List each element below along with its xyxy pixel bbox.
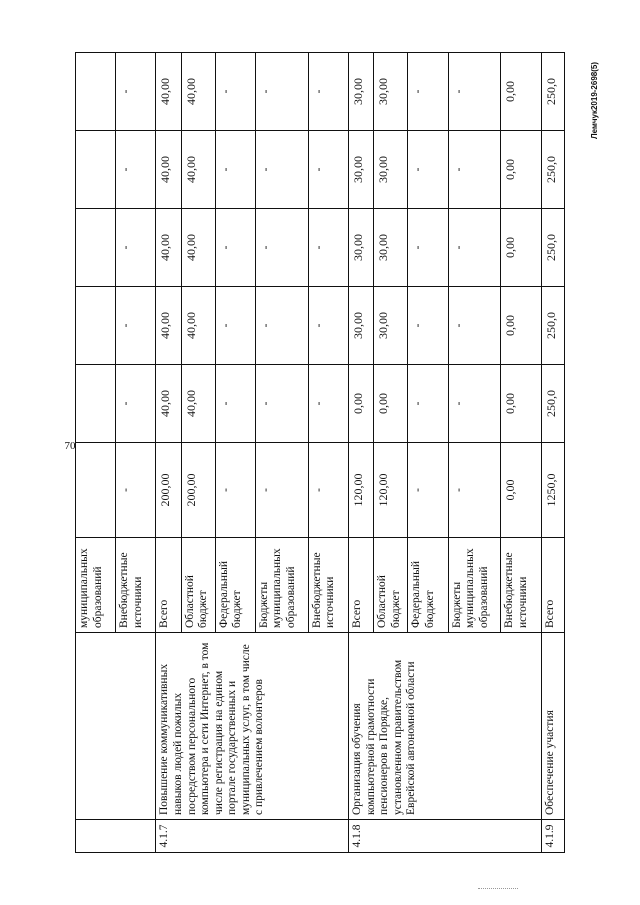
value-cell: - (255, 209, 308, 287)
table-row (348, 53, 373, 853)
value-cell: 250,0 (541, 365, 564, 443)
value-cell: 250,0 (541, 131, 564, 209)
funding-source-cell: Областной бюджет (374, 538, 408, 633)
value-cell: - (116, 53, 156, 131)
measure-name-cell (76, 633, 156, 820)
value-cell: 40,00 (181, 209, 215, 287)
value-cell: 40,00 (156, 53, 181, 131)
value-cell: 40,00 (181, 53, 215, 131)
value-cell: 250,0 (541, 209, 564, 287)
value-cell: - (116, 131, 156, 209)
value-cell: - (215, 209, 255, 287)
value-cell (76, 365, 116, 443)
value-cell: 40,00 (181, 131, 215, 209)
value-cell: - (255, 53, 308, 131)
value-cell: 0,00 (501, 53, 541, 131)
value-cell (76, 209, 116, 287)
value-cell: 200,00 (156, 443, 181, 538)
funding-source-cell: Бюджеты муниципальных образований (448, 538, 501, 633)
row-number-cell: 4.1.7 (156, 820, 349, 853)
budget-table (75, 52, 565, 853)
value-cell: - (448, 443, 501, 538)
value-cell: 250,0 (541, 287, 564, 365)
value-cell: - (448, 365, 501, 443)
value-cell: - (448, 287, 501, 365)
value-cell: 30,00 (348, 131, 373, 209)
funding-source-cell: Всего (541, 538, 564, 633)
value-cell: 40,00 (156, 365, 181, 443)
value-cell: - (116, 443, 156, 538)
value-cell: - (215, 443, 255, 538)
value-cell: - (116, 209, 156, 287)
value-cell: 0,00 (501, 209, 541, 287)
value-cell: - (215, 287, 255, 365)
value-cell: - (308, 443, 348, 538)
funding-source-cell: Федеральный бюджет (408, 538, 448, 633)
value-cell: - (448, 53, 501, 131)
value-cell: - (408, 287, 448, 365)
value-cell: 0,00 (501, 443, 541, 538)
budget-table-rotated (75, 53, 565, 853)
value-cell: 200,00 (181, 443, 215, 538)
value-cell: 40,00 (156, 131, 181, 209)
value-cell: 30,00 (348, 209, 373, 287)
value-cell: 30,00 (374, 209, 408, 287)
funding-source-cell: Всего (156, 538, 181, 633)
value-cell: - (255, 287, 308, 365)
value-cell: - (448, 131, 501, 209)
value-cell: 0,00 (501, 365, 541, 443)
value-cell: - (408, 209, 448, 287)
value-cell (76, 443, 116, 538)
funding-source-cell: Внебюджетные источники (501, 538, 541, 633)
value-cell: 40,00 (156, 287, 181, 365)
value-cell (76, 53, 116, 131)
value-cell: - (116, 365, 156, 443)
table-row (541, 53, 564, 853)
value-cell: - (308, 131, 348, 209)
value-cell: 30,00 (374, 287, 408, 365)
value-cell: 0,00 (501, 131, 541, 209)
value-cell: - (408, 53, 448, 131)
value-cell: 30,00 (348, 53, 373, 131)
value-cell: 0,00 (374, 365, 408, 443)
value-cell: - (255, 131, 308, 209)
value-cell: - (408, 443, 448, 538)
funding-source-cell: Федеральный бюджет (215, 538, 255, 633)
value-cell: - (448, 209, 501, 287)
value-cell: - (215, 131, 255, 209)
measure-name-cell: Организация обучения компьютерной грамотности пенсионеров в Порядке, установленном правительством Еврейской автономной области (348, 633, 541, 820)
value-cell: - (308, 365, 348, 443)
value-cell: 0,00 (501, 287, 541, 365)
value-cell (76, 131, 116, 209)
value-cell: - (215, 53, 255, 131)
footer-divider (478, 888, 518, 891)
value-cell: - (308, 53, 348, 131)
value-cell: - (215, 365, 255, 443)
row-number-cell: 4.1.9 (541, 820, 564, 853)
funding-source-cell: Всего (348, 538, 373, 633)
value-cell: 1250,0 (541, 443, 564, 538)
funding-source-cell: Внебюджетные источники (308, 538, 348, 633)
value-cell: - (255, 443, 308, 538)
row-number-cell (76, 820, 156, 853)
value-cell: 250,0 (541, 53, 564, 131)
value-cell (76, 287, 116, 365)
value-cell: 30,00 (374, 53, 408, 131)
value-cell: 40,00 (181, 365, 215, 443)
value-cell: - (408, 131, 448, 209)
value-cell: - (255, 365, 308, 443)
page-number: 70 (64, 440, 76, 452)
value-cell: - (308, 209, 348, 287)
value-cell: 30,00 (374, 131, 408, 209)
funding-source-cell: муниципальных образований (76, 538, 116, 633)
funding-source-cell: Бюджеты муниципальных образований (255, 538, 308, 633)
funding-source-cell: Внебюджетные источники (116, 538, 156, 633)
row-number-cell: 4.1.8 (348, 820, 541, 853)
value-cell: - (116, 287, 156, 365)
value-cell: 40,00 (181, 287, 215, 365)
table-row (76, 53, 116, 853)
document-code: Лемчук2019-2698(5) (590, 61, 599, 139)
value-cell: 40,00 (156, 209, 181, 287)
value-cell: 30,00 (348, 287, 373, 365)
measure-name-cell: Повышение коммуникативных навыков людей пожилых посредством персонального компьютера и сети Интернет, в том числе регистрация на едином портале государственных и муниципальных услуг, в том числе с привлечением волонтеров (156, 633, 349, 820)
value-cell: 0,00 (348, 365, 373, 443)
value-cell: 120,00 (348, 443, 373, 538)
value-cell: - (308, 287, 348, 365)
measure-name-cell: Обеспечение участия (541, 633, 564, 820)
table-row (156, 53, 181, 853)
funding-source-cell: Областной бюджет (181, 538, 215, 633)
value-cell: - (408, 365, 448, 443)
value-cell: 120,00 (374, 443, 408, 538)
